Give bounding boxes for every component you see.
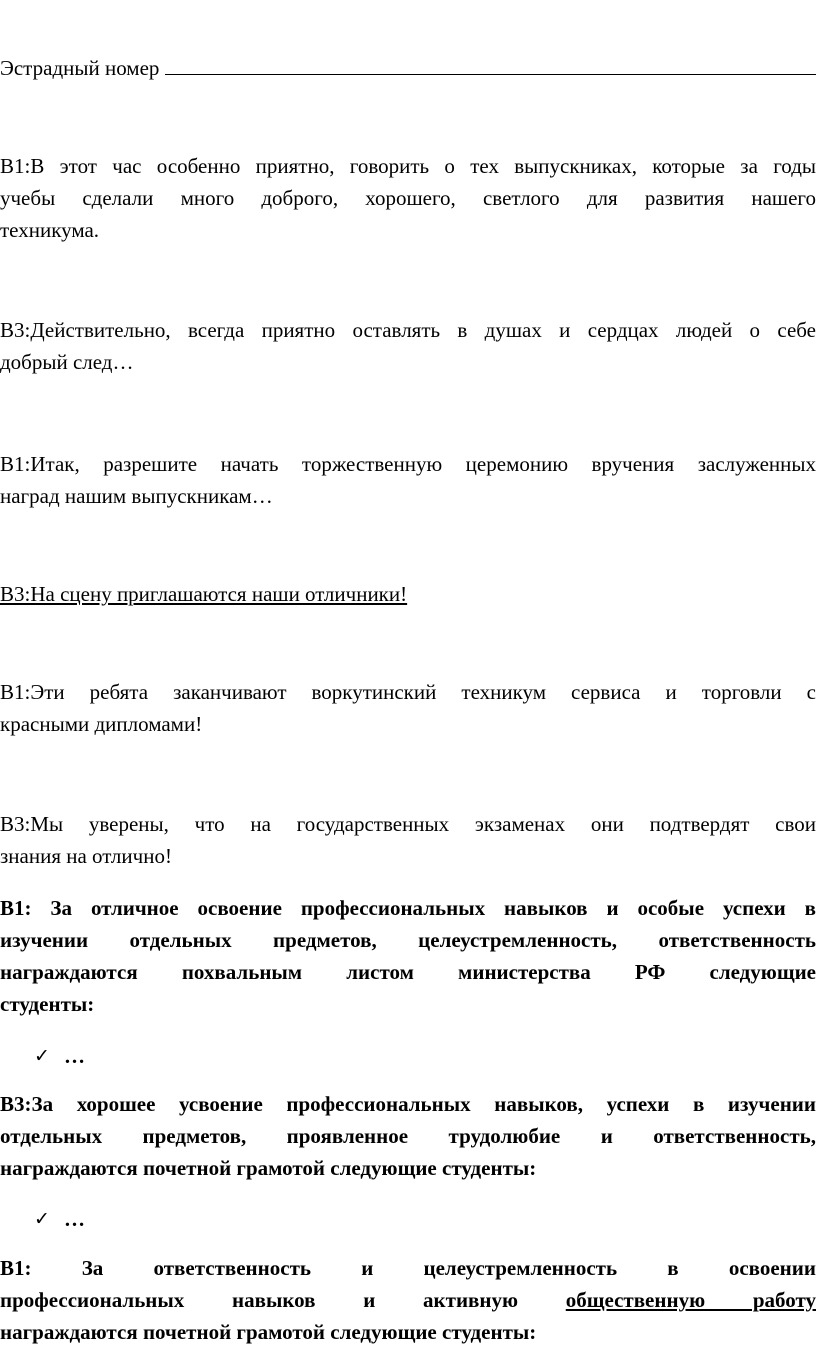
paragraph-b3-certificate	[0, 1088, 816, 1184]
paragraph-line: В3:Действительно, всегда приятно оставлять в душах и сердцах людей о себе	[0, 318, 816, 342]
paragraph-line: В3:За хорошее усвоение профессиональных навыков, успехи в изучении	[0, 1092, 816, 1116]
list-item-text: …	[64, 1207, 85, 1231]
paragraph-line: отдельных предметов, проявленное трудолюбие и ответственность,	[0, 1124, 816, 1148]
underlined-text: общественную работу	[565, 1288, 816, 1312]
paragraph-line: В1: За ответственность и целеустремленность в освоении	[0, 1256, 816, 1280]
paragraph-line: В1:Эти ребята заканчивают воркутинский техникум сервиса и торговли с	[0, 680, 816, 704]
paragraph-b1-social-work	[0, 1252, 816, 1348]
paragraph-line: красными дипломами!	[0, 712, 203, 736]
paragraph-line: учебы сделали много доброго, хорошего, светлого для развития нашего	[0, 186, 816, 210]
title-blank-line	[165, 52, 816, 75]
paragraph-line: награждаются похвальным листом министерства РФ следующие	[0, 960, 816, 984]
paragraph-line: В1: За отличное освоение профессиональных навыков и особые успехи в	[0, 896, 816, 920]
paragraph-b3-trace	[0, 314, 816, 378]
paragraph-b1-intro	[0, 150, 816, 246]
paragraph-b1-praise-sheet	[0, 892, 816, 1020]
paragraph-line: студенты:	[0, 992, 95, 1016]
paragraph-b3-honors	[0, 578, 816, 610]
paragraph-b1-diplomas	[0, 676, 816, 740]
paragraph-line	[0, 1284, 816, 1316]
paragraph-line: В3:На сцену приглашаются наши отличники!	[0, 582, 408, 606]
paragraph-text: профессиональных навыков и активную	[0, 1288, 566, 1312]
list-item	[34, 1203, 85, 1235]
paragraph-line: техникума.	[0, 218, 100, 242]
list-item	[34, 1040, 85, 1072]
list-item-text: …	[64, 1044, 85, 1068]
checkmark-icon: ✓	[34, 1208, 50, 1230]
paragraph-line: знания на отлично!	[0, 844, 172, 868]
paragraph-b3-exams	[0, 808, 816, 872]
paragraph-line: награждаются почетной грамотой следующие студенты:	[0, 1156, 537, 1180]
paragraph-line: награждаются почетной грамотой следующие студенты:	[0, 1320, 537, 1344]
paragraph-line: В1:В этот час особенно приятно, говорить о тех выпускниках, которые за годы	[0, 154, 816, 178]
paragraph-b1-ceremony	[0, 448, 816, 512]
title-label: Эстрадный номер	[0, 56, 160, 80]
checkmark-icon: ✓	[34, 1045, 50, 1067]
paragraph-line: добрый след…	[0, 350, 134, 374]
paragraph-line: В3:Мы уверены, что на государственных экзаменах они подтвердят свои	[0, 812, 816, 836]
paragraph-line: наград нашим выпускникам…	[0, 484, 273, 508]
title-row	[0, 52, 816, 84]
paragraph-line: В1:Итак, разрешите начать торжественную церемонию вручения заслуженных	[0, 452, 816, 476]
paragraph-line: изучении отдельных предметов, целеустремленность, ответственность	[0, 928, 816, 952]
